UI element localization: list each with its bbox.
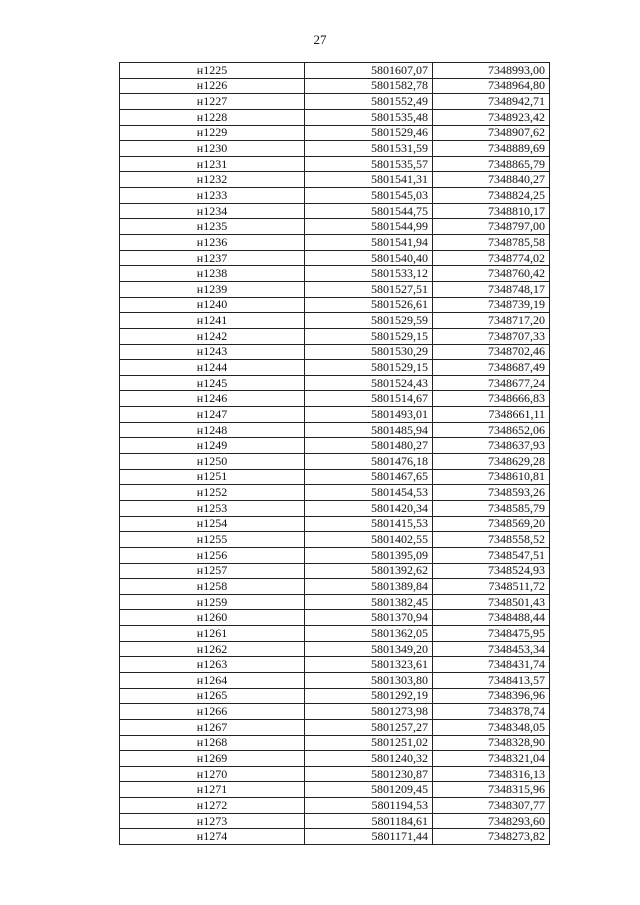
table-row [120,125,550,141]
point-id-cell: н1274 [120,829,305,845]
table-row [120,78,550,94]
table-row [120,438,550,454]
x-coordinate-cell: 5801415,53 [305,516,433,532]
table-row [120,63,550,79]
table-row [120,360,550,376]
table-row [120,94,550,110]
point-id-cell: н1253 [120,500,305,516]
x-coordinate-cell: 5801527,51 [305,281,433,297]
y-coordinate-cell: 7348774,02 [433,250,550,266]
table-row [120,610,550,626]
y-coordinate-cell: 7348511,72 [433,579,550,595]
table-row [120,281,550,297]
page-number: 27 [313,32,327,47]
table-row [120,172,550,188]
point-id-cell: н1255 [120,532,305,548]
point-id-cell: н1240 [120,297,305,313]
x-coordinate-cell: 5801529,59 [305,313,433,329]
point-id-cell: н1228 [120,109,305,125]
point-id-cell: н1232 [120,172,305,188]
table-row [120,782,550,798]
y-coordinate-cell: 7348610,81 [433,469,550,485]
y-coordinate-cell: 7348993,00 [433,63,550,79]
table-row [120,235,550,251]
table-row [120,579,550,595]
point-id-cell: н1258 [120,579,305,595]
table-row [120,313,550,329]
point-id-cell: н1249 [120,438,305,454]
y-coordinate-cell: 7348785,58 [433,235,550,251]
coordinates-table [119,62,550,845]
point-id-cell: н1269 [120,751,305,767]
table-row [120,188,550,204]
point-id-cell: н1245 [120,375,305,391]
y-coordinate-cell: 7348378,74 [433,704,550,720]
table-row [120,454,550,470]
x-coordinate-cell: 5801362,05 [305,626,433,642]
x-coordinate-cell: 5801230,87 [305,766,433,782]
y-coordinate-cell: 7348431,74 [433,657,550,673]
table-row [120,375,550,391]
point-id-cell: н1238 [120,266,305,282]
table-row [120,719,550,735]
x-coordinate-cell: 5801493,01 [305,407,433,423]
table-row [120,829,550,845]
y-coordinate-cell: 7348413,57 [433,672,550,688]
x-coordinate-cell: 5801382,45 [305,594,433,610]
y-coordinate-cell: 7348315,96 [433,782,550,798]
y-coordinate-cell: 7348661,11 [433,407,550,423]
x-coordinate-cell: 5801531,59 [305,141,433,157]
point-id-cell: н1268 [120,735,305,751]
y-coordinate-cell: 7348865,79 [433,156,550,172]
x-coordinate-cell: 5801395,09 [305,547,433,563]
point-id-cell: н1236 [120,235,305,251]
x-coordinate-cell: 5801476,18 [305,454,433,470]
point-id-cell: н1262 [120,641,305,657]
x-coordinate-cell: 5801529,15 [305,328,433,344]
point-id-cell: н1271 [120,782,305,798]
x-coordinate-cell: 5801257,27 [305,719,433,735]
y-coordinate-cell: 7348348,05 [433,719,550,735]
x-coordinate-cell: 5801544,99 [305,219,433,235]
point-id-cell: н1250 [120,454,305,470]
y-coordinate-cell: 7348760,42 [433,266,550,282]
point-id-cell: н1261 [120,626,305,642]
y-coordinate-cell: 7348475,95 [433,626,550,642]
point-id-cell: н1267 [120,719,305,735]
y-coordinate-cell: 7348629,28 [433,454,550,470]
point-id-cell: н1229 [120,125,305,141]
point-id-cell: н1244 [120,360,305,376]
y-coordinate-cell: 7348666,83 [433,391,550,407]
y-coordinate-cell: 7348907,62 [433,125,550,141]
y-coordinate-cell: 7348748,17 [433,281,550,297]
x-coordinate-cell: 5801535,48 [305,109,433,125]
table-row [120,469,550,485]
y-coordinate-cell: 7348321,04 [433,751,550,767]
table-row [120,219,550,235]
x-coordinate-cell: 5801184,61 [305,813,433,829]
x-coordinate-cell: 5801370,94 [305,610,433,626]
x-coordinate-cell: 5801540,40 [305,250,433,266]
y-coordinate-cell: 7348569,20 [433,516,550,532]
point-id-cell: н1266 [120,704,305,720]
y-coordinate-cell: 7348593,26 [433,485,550,501]
x-coordinate-cell: 5801251,02 [305,735,433,751]
table-row [120,391,550,407]
table-row [120,485,550,501]
x-coordinate-cell: 5801529,46 [305,125,433,141]
point-id-cell: н1251 [120,469,305,485]
coordinates-table-body [120,63,550,845]
point-id-cell: н1233 [120,188,305,204]
point-id-cell: н1234 [120,203,305,219]
y-coordinate-cell: 7348396,96 [433,688,550,704]
table-row [120,626,550,642]
table-row [120,141,550,157]
y-coordinate-cell: 7348717,20 [433,313,550,329]
point-id-cell: н1227 [120,94,305,110]
point-id-cell: н1243 [120,344,305,360]
y-coordinate-cell: 7348840,27 [433,172,550,188]
point-id-cell: н1265 [120,688,305,704]
table-row [120,594,550,610]
x-coordinate-cell: 5801467,65 [305,469,433,485]
table-row [120,407,550,423]
table-row [120,563,550,579]
point-id-cell: н1239 [120,281,305,297]
point-id-cell: н1272 [120,798,305,814]
table-row [120,516,550,532]
y-coordinate-cell: 7348810,17 [433,203,550,219]
y-coordinate-cell: 7348677,24 [433,375,550,391]
x-coordinate-cell: 5801530,29 [305,344,433,360]
point-id-cell: н1254 [120,516,305,532]
table-row [120,156,550,172]
table-row [120,266,550,282]
point-id-cell: н1230 [120,141,305,157]
y-coordinate-cell: 7348501,43 [433,594,550,610]
point-id-cell: н1270 [120,766,305,782]
x-coordinate-cell: 5801454,53 [305,485,433,501]
x-coordinate-cell: 5801389,84 [305,579,433,595]
point-id-cell: н1231 [120,156,305,172]
y-coordinate-cell: 7348637,93 [433,438,550,454]
table-row [120,798,550,814]
point-id-cell: н1225 [120,63,305,79]
y-coordinate-cell: 7348488,44 [433,610,550,626]
y-coordinate-cell: 7348307,77 [433,798,550,814]
x-coordinate-cell: 5801552,49 [305,94,433,110]
x-coordinate-cell: 5801194,53 [305,798,433,814]
table-row [120,672,550,688]
x-coordinate-cell: 5801514,67 [305,391,433,407]
x-coordinate-cell: 5801524,43 [305,375,433,391]
table-row [120,657,550,673]
table-row [120,344,550,360]
x-coordinate-cell: 5801535,57 [305,156,433,172]
table-row [120,766,550,782]
table-row [120,422,550,438]
table-row [120,250,550,266]
x-coordinate-cell: 5801533,12 [305,266,433,282]
point-id-cell: н1241 [120,313,305,329]
point-id-cell: н1248 [120,422,305,438]
point-id-cell: н1264 [120,672,305,688]
y-coordinate-cell: 7348687,49 [433,360,550,376]
point-id-cell: н1257 [120,563,305,579]
point-id-cell: н1246 [120,391,305,407]
x-coordinate-cell: 5801420,34 [305,500,433,516]
point-id-cell: н1242 [120,328,305,344]
x-coordinate-cell: 5801240,32 [305,751,433,767]
point-id-cell: н1256 [120,547,305,563]
x-coordinate-cell: 5801541,31 [305,172,433,188]
y-coordinate-cell: 7348739,19 [433,297,550,313]
point-id-cell: н1273 [120,813,305,829]
table-row [120,297,550,313]
x-coordinate-cell: 5801292,19 [305,688,433,704]
table-row [120,203,550,219]
table-row [120,704,550,720]
x-coordinate-cell: 5801480,27 [305,438,433,454]
table-row [120,500,550,516]
y-coordinate-cell: 7348273,82 [433,829,550,845]
point-id-cell: н1247 [120,407,305,423]
table-row [120,688,550,704]
y-coordinate-cell: 7348558,52 [433,532,550,548]
y-coordinate-cell: 7348964,80 [433,78,550,94]
table-row [120,547,550,563]
table-row [120,328,550,344]
y-coordinate-cell: 7348942,71 [433,94,550,110]
y-coordinate-cell: 7348889,69 [433,141,550,157]
point-id-cell: н1263 [120,657,305,673]
point-id-cell: н1237 [120,250,305,266]
y-coordinate-cell: 7348707,33 [433,328,550,344]
x-coordinate-cell: 5801402,55 [305,532,433,548]
x-coordinate-cell: 5801541,94 [305,235,433,251]
y-coordinate-cell: 7348547,51 [433,547,550,563]
x-coordinate-cell: 5801171,44 [305,829,433,845]
table-row [120,109,550,125]
y-coordinate-cell: 7348702,46 [433,344,550,360]
table-row [120,813,550,829]
table-row [120,532,550,548]
point-id-cell: н1235 [120,219,305,235]
table-row [120,641,550,657]
x-coordinate-cell: 5801607,07 [305,63,433,79]
y-coordinate-cell: 7348293,60 [433,813,550,829]
x-coordinate-cell: 5801544,75 [305,203,433,219]
y-coordinate-cell: 7348652,06 [433,422,550,438]
x-coordinate-cell: 5801529,15 [305,360,433,376]
point-id-cell: н1226 [120,78,305,94]
x-coordinate-cell: 5801392,62 [305,563,433,579]
x-coordinate-cell: 5801349,20 [305,641,433,657]
x-coordinate-cell: 5801273,98 [305,704,433,720]
y-coordinate-cell: 7348585,79 [433,500,550,516]
point-id-cell: н1259 [120,594,305,610]
y-coordinate-cell: 7348316,13 [433,766,550,782]
point-id-cell: н1260 [120,610,305,626]
x-coordinate-cell: 5801323,61 [305,657,433,673]
x-coordinate-cell: 5801303,80 [305,672,433,688]
y-coordinate-cell: 7348524,93 [433,563,550,579]
x-coordinate-cell: 5801545,03 [305,188,433,204]
y-coordinate-cell: 7348328,90 [433,735,550,751]
table-row [120,751,550,767]
x-coordinate-cell: 5801209,45 [305,782,433,798]
y-coordinate-cell: 7348923,42 [433,109,550,125]
y-coordinate-cell: 7348453,34 [433,641,550,657]
x-coordinate-cell: 5801526,61 [305,297,433,313]
y-coordinate-cell: 7348797,00 [433,219,550,235]
x-coordinate-cell: 5801582,78 [305,78,433,94]
x-coordinate-cell: 5801485,94 [305,422,433,438]
table-row [120,735,550,751]
y-coordinate-cell: 7348824,25 [433,188,550,204]
point-id-cell: н1252 [120,485,305,501]
